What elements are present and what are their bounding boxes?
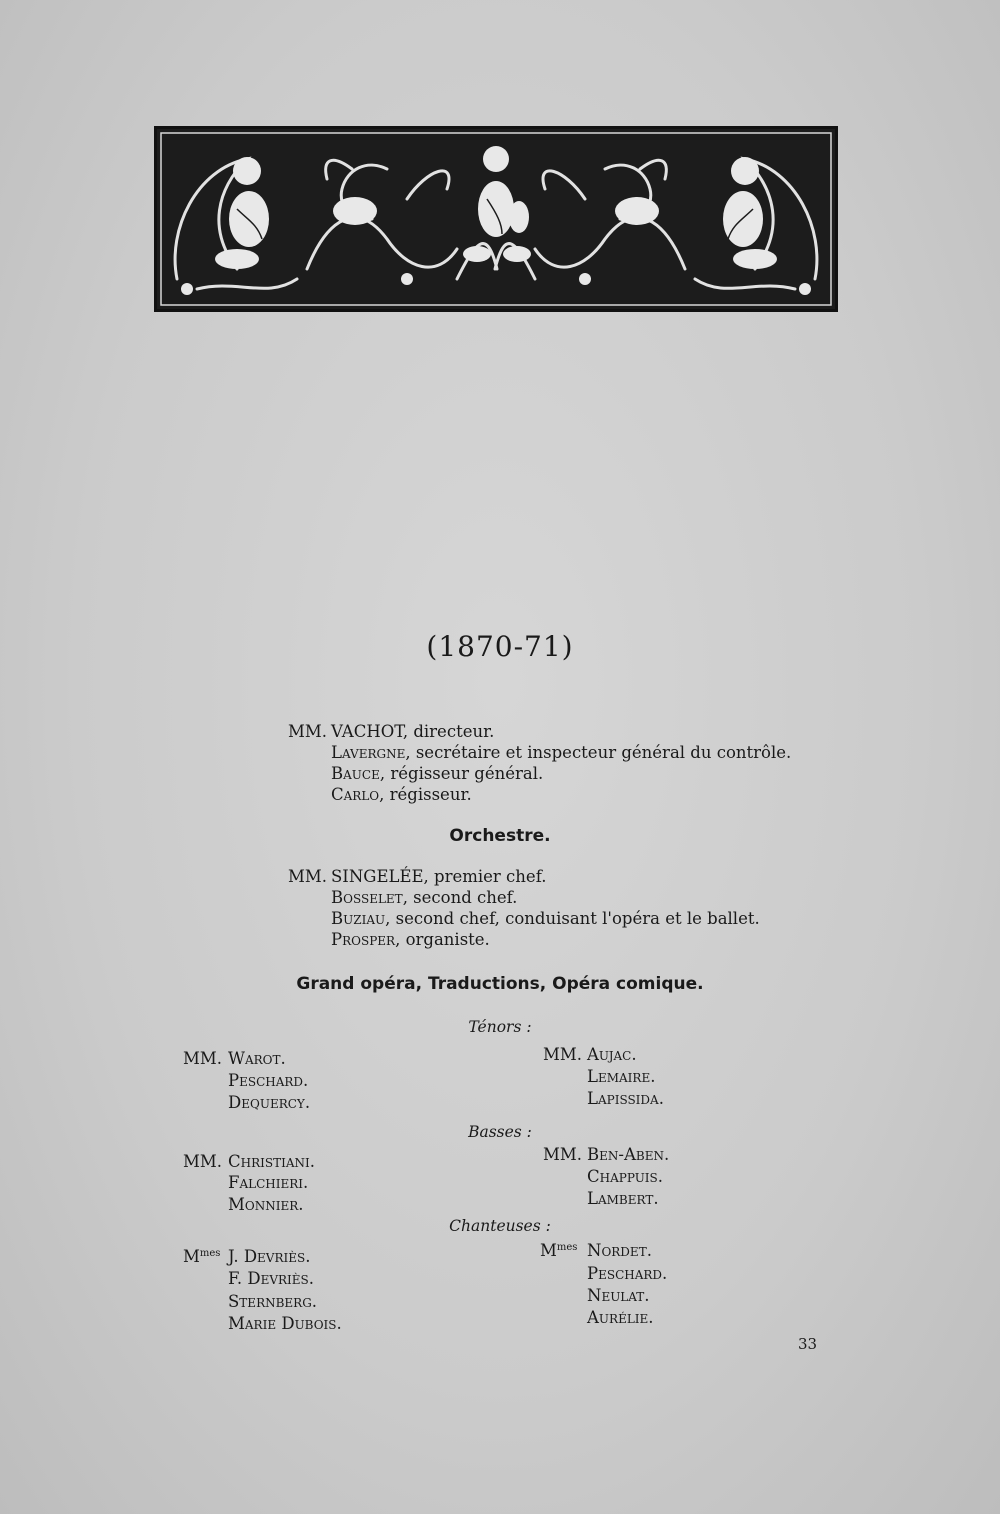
orchestre-line	[331, 890, 517, 907]
tenor-name: Lemaire.	[587, 1067, 656, 1086]
tenors-right-prefix: MM.	[543, 1045, 583, 1064]
person-role: , régisseur.	[379, 785, 472, 804]
voice-label-chanteuses: Chanteuses :	[449, 1217, 551, 1235]
person-role: , organiste.	[395, 930, 490, 949]
person-name: Buziau	[331, 909, 386, 928]
person-name: Bosselet	[331, 888, 403, 907]
person-name: Lavergne	[331, 743, 406, 762]
section-heading-orchestre: Orchestre.	[449, 826, 551, 846]
section-heading-troupe: Grand opéra, Traductions, Opéra comique.	[296, 974, 704, 994]
tenor-name: Peschard.	[228, 1071, 309, 1090]
tenor-name: Lapissida.	[587, 1089, 664, 1108]
person-name: VACHOT	[331, 722, 403, 741]
prefix-letter: M	[183, 1247, 200, 1266]
orchestre-prefix: MM.	[288, 867, 328, 886]
bass-name: Falchieri.	[228, 1173, 309, 1192]
person-role: , régisseur général.	[379, 764, 544, 783]
direction-line	[331, 787, 472, 804]
chanteuse-name: Peschard.	[587, 1264, 668, 1283]
chanteuse-name: Marie Dubois.	[228, 1314, 342, 1333]
direction-line	[331, 745, 791, 762]
direction-line	[331, 766, 543, 783]
direction-prefix: MM.	[288, 722, 328, 741]
person-role: , second chef, conduisant l'opéra et le ballet.	[385, 909, 760, 928]
tenor-name: Dequercy.	[228, 1093, 311, 1112]
person-name: Prosper	[331, 930, 396, 949]
voice-label-basses: Basses :	[468, 1123, 532, 1141]
page-number: 33	[798, 1335, 818, 1353]
bass-name: Christiani.	[228, 1152, 315, 1171]
chanteuse-name: Nordet.	[587, 1241, 652, 1260]
direction-line	[331, 724, 494, 741]
tenors-left-prefix: MM.	[183, 1049, 223, 1068]
chanteuse-name: F. Devriès.	[228, 1269, 315, 1288]
basses-right-prefix: MM.	[543, 1145, 583, 1164]
person-role: , secrétaire et inspecteur général du contrôle.	[405, 743, 792, 762]
prefix-superscript: mes	[199, 1248, 221, 1259]
bass-name: Ben-Aben.	[587, 1145, 670, 1164]
season-year: (1870-71)	[426, 630, 574, 663]
chanteuse-name: Sternberg.	[228, 1292, 318, 1311]
voice-label-tenors: Ténors :	[468, 1018, 532, 1036]
orchestre-line	[331, 869, 546, 886]
chanteuse-name: Aurélie.	[587, 1308, 654, 1327]
ornament-illustration	[157, 129, 835, 309]
basses-left-prefix: MM.	[183, 1152, 223, 1171]
bass-name: Lambert.	[587, 1189, 659, 1208]
chanteuse-name: Neulat.	[587, 1286, 650, 1305]
person-role: , directeur.	[402, 722, 495, 741]
person-role: , premier chef.	[423, 867, 547, 886]
prefix-letter: M	[540, 1241, 557, 1260]
ornamental-header-band	[154, 126, 838, 312]
chanteuses-right-prefix	[540, 1243, 577, 1260]
tenor-name: Aujac.	[587, 1045, 637, 1064]
bass-name: Monnier.	[228, 1195, 304, 1214]
tenor-name: Warot.	[228, 1049, 286, 1068]
chanteuse-name: J. Devriès.	[228, 1247, 311, 1266]
orchestre-line	[331, 932, 490, 949]
person-name: Bauce	[331, 764, 380, 783]
bass-name: Chappuis.	[587, 1167, 664, 1186]
person-name: SINGELÉE	[331, 867, 424, 886]
chanteuses-left-prefix	[183, 1249, 220, 1266]
prefix-superscript: mes	[556, 1242, 578, 1253]
orchestre-line	[331, 911, 760, 928]
person-name: Carlo	[331, 785, 380, 804]
person-role: , second chef.	[402, 888, 518, 907]
